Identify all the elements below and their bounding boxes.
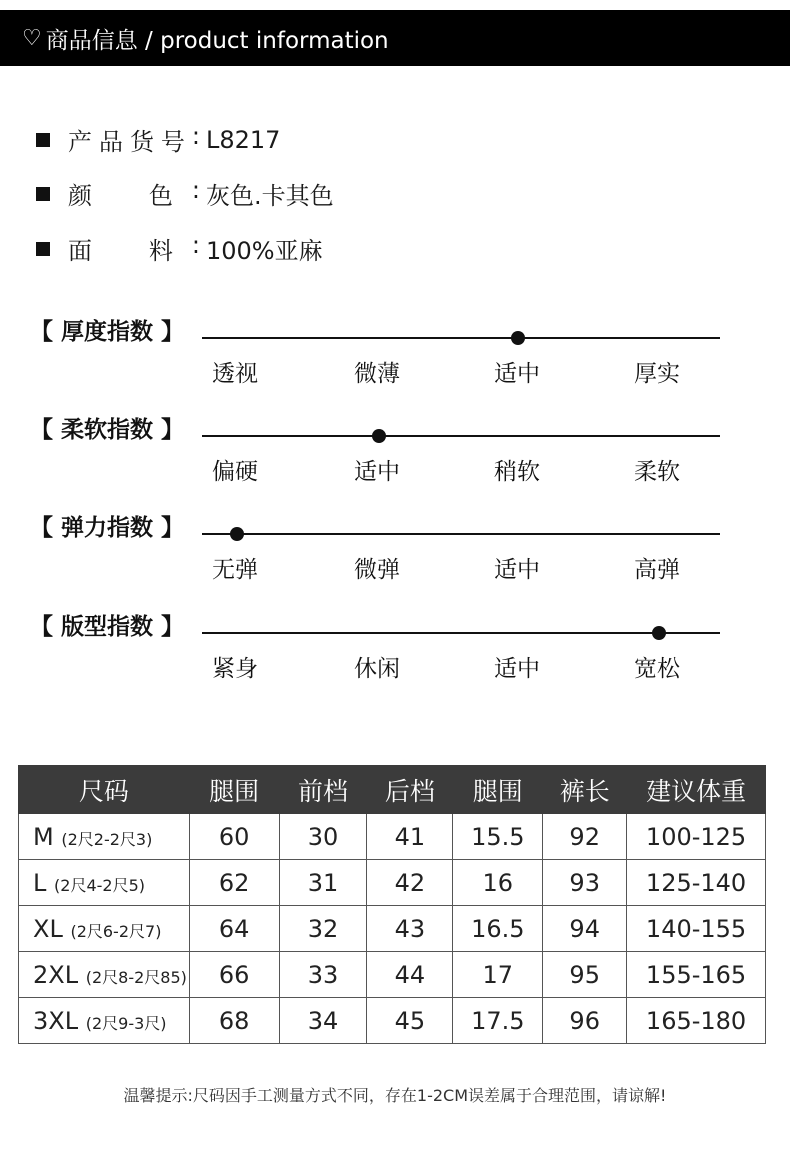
table-cell: 45 <box>367 998 453 1044</box>
index-title: 【 弹力指数 】 <box>30 515 185 541</box>
table-row <box>19 860 766 906</box>
table-cell: 17.5 <box>453 998 543 1044</box>
table-cell: 15.5 <box>453 814 543 860</box>
header-title: 商品信息 / product information <box>45 27 389 54</box>
header-cell: 腿围 <box>189 766 279 814</box>
index-option-label: 适中 <box>494 656 540 682</box>
index-scale-line <box>202 435 720 437</box>
size-label: L <box>33 868 47 897</box>
table-cell: 96 <box>543 998 627 1044</box>
table-cell: 155-165 <box>627 952 766 998</box>
header-cell: 建议体重 <box>627 766 766 814</box>
index-option-label: 微薄 <box>354 361 400 387</box>
size-label: 2XL <box>33 960 79 989</box>
table-cell: 30 <box>279 814 367 860</box>
size-waist-range: (2尺8-2尺85) <box>85 967 187 987</box>
index-option-label: 透视 <box>212 361 258 387</box>
info-label: 面 料 : <box>68 231 200 265</box>
index-option-label: 高弹 <box>634 557 680 583</box>
table-cell: 43 <box>367 906 453 952</box>
table-cell: 42 <box>367 860 453 906</box>
index-scale-line <box>202 632 720 634</box>
size-waist-range: (2尺9-3尺) <box>85 1013 167 1033</box>
index-marker-dot <box>511 331 525 345</box>
info-row-item-number <box>36 122 280 157</box>
bullet-square-icon <box>36 187 50 201</box>
size-label: M <box>33 822 54 851</box>
size-waist-range: (2尺4-2尺5) <box>54 875 145 895</box>
table-cell: 62 <box>189 860 279 906</box>
index-option-label: 紧身 <box>212 656 258 682</box>
info-label: 产 品 货 号 : <box>68 122 200 156</box>
size-cell <box>19 860 190 906</box>
table-cell: 16 <box>453 860 543 906</box>
header-cell: 后档 <box>367 766 453 814</box>
index-option-label: 偏硬 <box>212 459 258 485</box>
index-option-label: 适中 <box>494 557 540 583</box>
heart-icon: ♡ <box>22 25 42 51</box>
size-cell <box>19 998 190 1044</box>
table-cell: 16.5 <box>453 906 543 952</box>
table-cell: 44 <box>367 952 453 998</box>
index-option-label: 柔软 <box>634 459 680 485</box>
table-cell: 66 <box>189 952 279 998</box>
table-cell: 125-140 <box>627 860 766 906</box>
index-marker-dot <box>230 527 244 541</box>
info-row-color <box>36 176 334 211</box>
table-header-row <box>19 766 766 814</box>
index-option-label: 宽松 <box>634 656 680 682</box>
index-title: 【 版型指数 】 <box>30 614 185 640</box>
size-waist-range: (2尺6-2尺7) <box>70 921 162 941</box>
table-cell: 31 <box>279 860 367 906</box>
table-row <box>19 906 766 952</box>
info-value: L8217 <box>206 125 281 154</box>
header-cell: 腿围 <box>453 766 543 814</box>
info-value: 灰色.卡其色 <box>206 182 334 210</box>
table-row <box>19 814 766 860</box>
table-cell: 33 <box>279 952 367 998</box>
size-cell <box>19 906 190 952</box>
index-option-label: 无弹 <box>212 557 258 583</box>
table-cell: 41 <box>367 814 453 860</box>
index-option-label: 休闲 <box>354 656 400 682</box>
size-label: XL <box>33 914 63 943</box>
header-cell: 裤长 <box>543 766 627 814</box>
table-cell: 32 <box>279 906 367 952</box>
info-label: 颜 色 : <box>68 176 200 210</box>
table-cell: 17 <box>453 952 543 998</box>
table-cell: 140-155 <box>627 906 766 952</box>
index-title: 【 柔软指数 】 <box>30 417 185 443</box>
bullet-square-icon <box>36 133 50 147</box>
table-row <box>19 998 766 1044</box>
index-marker-dot <box>652 626 666 640</box>
table-cell: 68 <box>189 998 279 1044</box>
index-scale-line <box>202 337 720 339</box>
table-row <box>19 952 766 998</box>
table-cell: 95 <box>543 952 627 998</box>
size-waist-range: (2尺2-2尺3) <box>61 829 153 849</box>
size-note: 温馨提示:尺码因手工测量方式不同，存在1-2CM误差属于合理范围，请谅解! <box>123 1086 667 1105</box>
size-cell <box>19 952 190 998</box>
index-scale-line <box>202 533 720 535</box>
index-title: 【 厚度指数 】 <box>30 319 185 345</box>
section-header <box>0 10 790 66</box>
index-option-label: 微弹 <box>354 557 400 583</box>
info-value: 100%亚麻 <box>206 237 323 265</box>
index-option-label: 适中 <box>354 459 400 485</box>
table-cell: 92 <box>543 814 627 860</box>
table-cell: 100-125 <box>627 814 766 860</box>
index-marker-dot <box>372 429 386 443</box>
table-cell: 34 <box>279 998 367 1044</box>
table-cell: 165-180 <box>627 998 766 1044</box>
index-option-label: 稍软 <box>494 459 540 485</box>
table-cell: 94 <box>543 906 627 952</box>
bullet-square-icon <box>36 242 50 256</box>
header-cell: 前档 <box>279 766 367 814</box>
size-table <box>18 765 766 1044</box>
table-cell: 93 <box>543 860 627 906</box>
header-cell: 尺码 <box>19 766 190 814</box>
index-option-label: 厚实 <box>634 361 680 387</box>
size-label: 3XL <box>33 1006 79 1035</box>
table-cell: 60 <box>189 814 279 860</box>
size-cell <box>19 814 190 860</box>
index-option-label: 适中 <box>494 361 540 387</box>
table-cell: 64 <box>189 906 279 952</box>
info-row-fabric <box>36 231 323 266</box>
